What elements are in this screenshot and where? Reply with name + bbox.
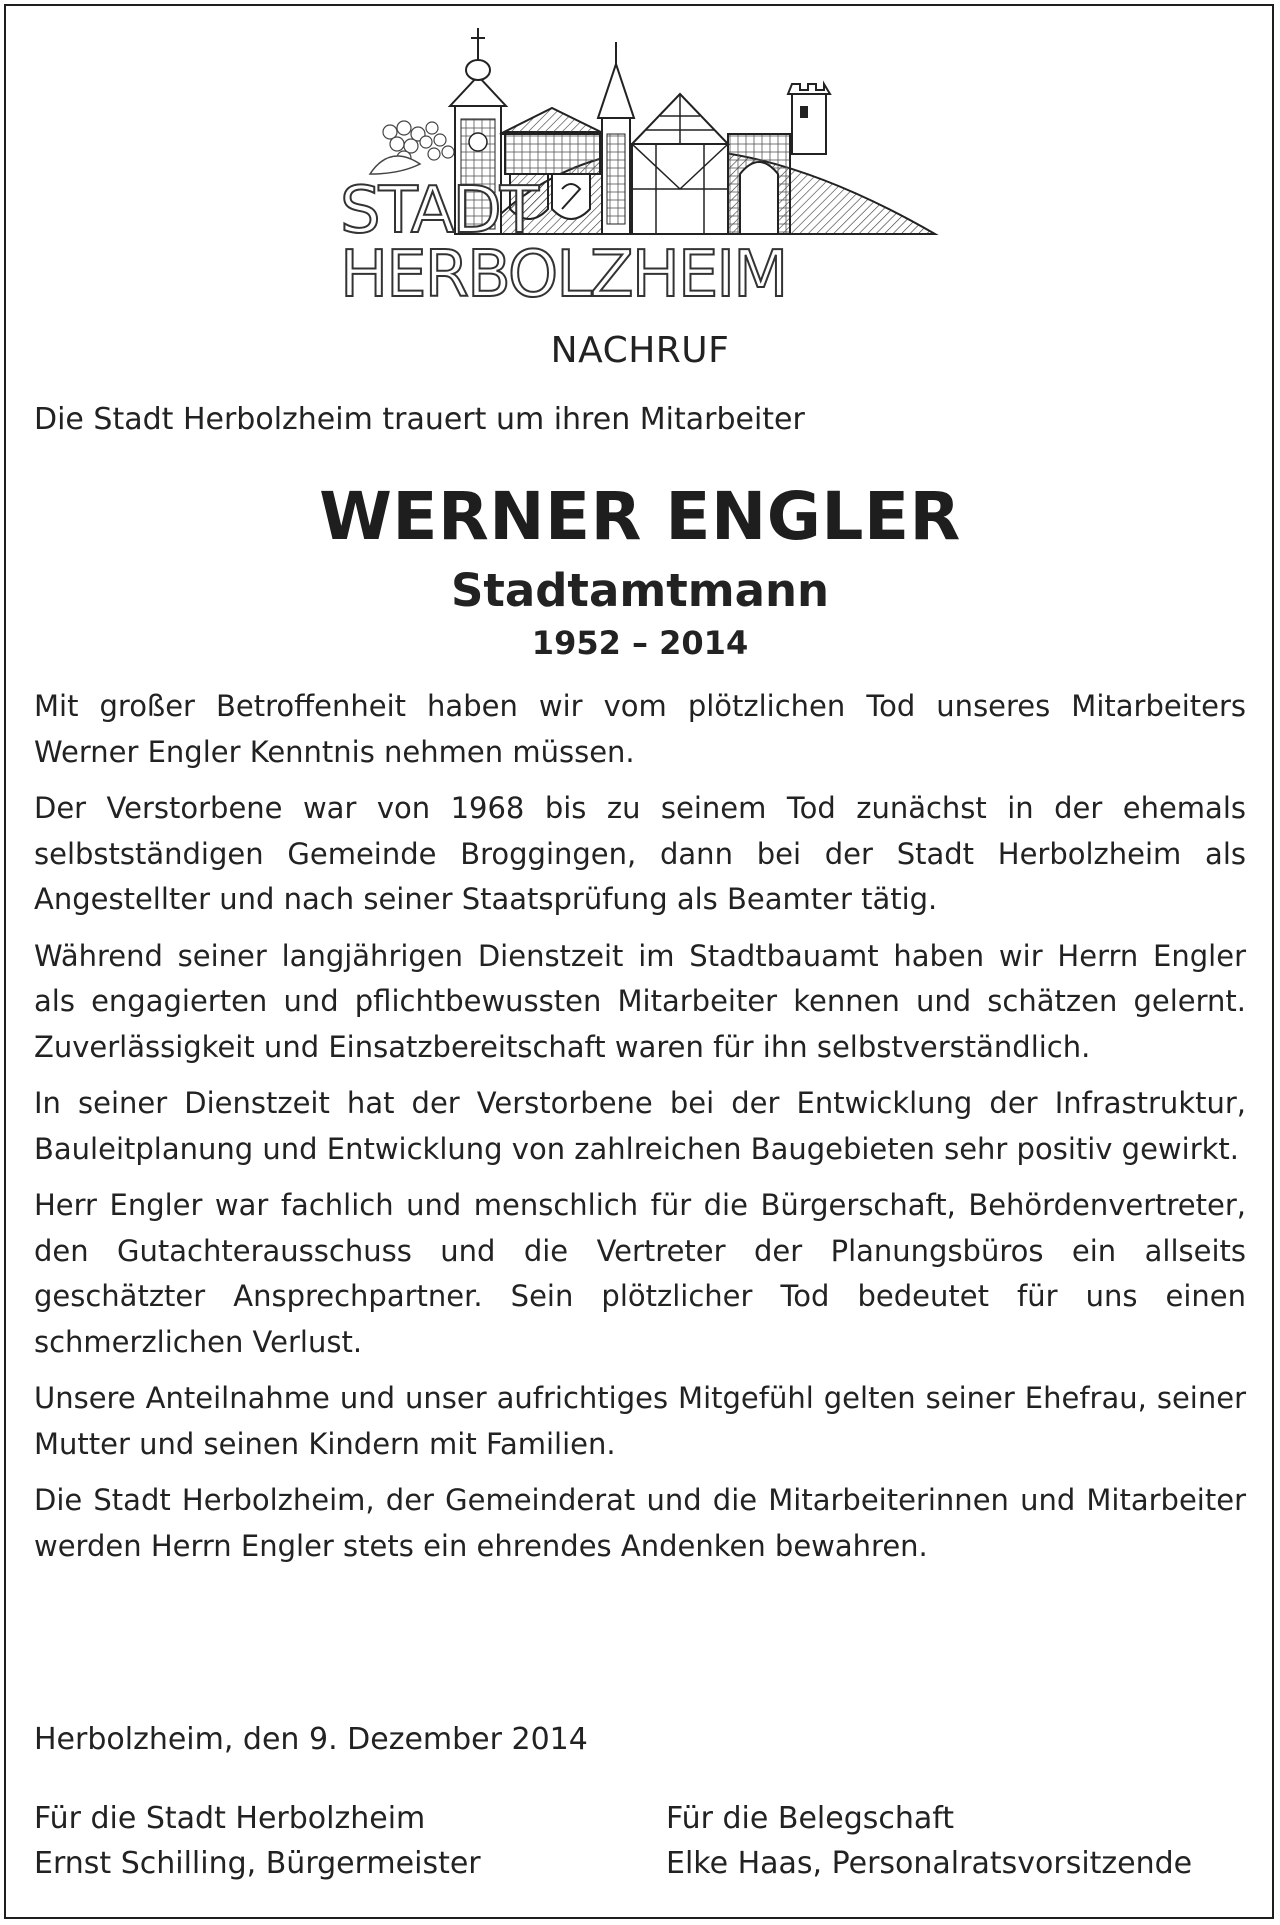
place-and-date: Herbolzheim, den 9. Dezember 2014	[34, 1722, 588, 1757]
signature-block-staff	[666, 1796, 1192, 1886]
intro-line: Die Stadt Herbolzheim trauert um ihren Mitarbeiter	[34, 402, 805, 437]
obituary-title: NACHRUF	[550, 330, 730, 371]
signature-for-label: Für die Belegschaft	[666, 1801, 955, 1836]
signature-block-city	[34, 1796, 481, 1886]
body-paragraph: Unsere Anteilnahme und unser aufrichtiges Mitgefühl gelten seiner Ehefrau, seiner Mutter und seinen Kindern mit Familien.	[34, 1381, 1246, 1461]
body-paragraph: Die Stadt Herbolzheim, der Gemeinderat und die Mitarbeiterinnen und Mitarbeiter werden Herrn Engler stets ein ehrendes Andenken bewahren.	[34, 1483, 1246, 1563]
life-years: 1952 – 2014	[531, 624, 749, 662]
deceased-name: WERNER ENGLER	[319, 478, 961, 555]
signature-for-label: Für die Stadt Herbolzheim	[34, 1801, 426, 1836]
logo-herbolzheim-text: HERBOLZHEIM	[340, 238, 787, 312]
signatory-name: Elke Haas, Personalratsvorsitzende	[666, 1846, 1193, 1881]
logo-stadt-text: STADT	[340, 174, 537, 248]
deceased-role: Stadtamtmann	[450, 564, 830, 617]
obituary-body	[34, 684, 1246, 1580]
town-logo	[330, 24, 950, 314]
signatory-name: Ernst Schilling, Bürgermeister	[34, 1846, 481, 1881]
body-paragraph: Der Verstorbene war von 1968 bis zu seinem Tod zunächst in der ehemals selbstständigen Gemeinde Broggingen, dann bei der Stadt Herbolzheim als Angestellter und nach seiner Staatsprüfung als Beamter tätig.	[34, 791, 1246, 916]
body-paragraph: Herr Engler war fachlich und menschlich für die Bürgerschaft, Behördenvertreter, den Gutachterausschuss und die Vertreter der Planungsbüros ein allseits geschätzter Ansprechpartner. Sein plötzlicher Tod bedeutet für uns einen schmerzlichen Verlust.	[34, 1188, 1246, 1359]
body-paragraph: In seiner Dienstzeit hat der Verstorbene bei der Entwicklung der Infrastruktur, Bauleitplanung und Entwicklung von zahlreichen Baugebieten sehr positiv gewirkt.	[34, 1086, 1246, 1166]
body-paragraph: Mit großer Betroffenheit haben wir vom plötzlichen Tod unseres Mitarbeiters Werner Engler Kenntnis nehmen müssen.	[34, 689, 1246, 769]
town-skyline-illustration	[330, 24, 950, 314]
body-paragraph: Während seiner langjährigen Dienstzeit im Stadtbauamt haben wir Herrn Engler als engagierten und pflichtbewussten Mitarbeiter kennen und schätzen gelernt. Zuverlässigkeit und Einsatzbereitschaft waren für ihn selbstverständlich.	[34, 938, 1246, 1064]
